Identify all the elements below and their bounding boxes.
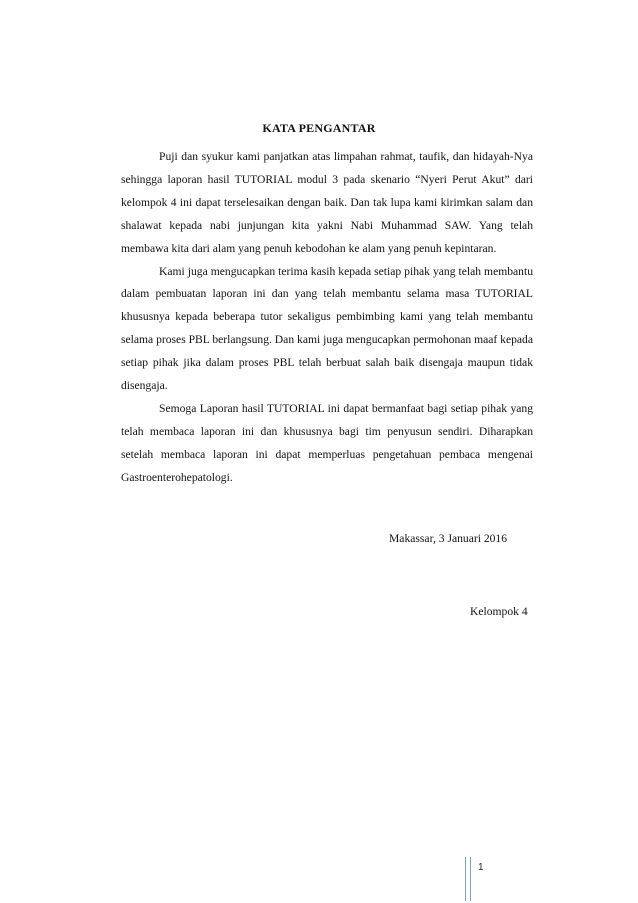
body-text xyxy=(121,146,533,490)
paragraph-1: Puji dan syukur kami panjatkan atas limpahan rahmat, taufik, dan hidayah-Nya sehingga laporan hasil TUTORIAL modul 3 pada skenario “Nyeri Perut Akut” dari kelompok 4 ini dapat terselesaikan dengan baik. Dan tak lupa kami kirimkan salam dan shalawat kepada nabi junjungan kita yakni Nabi Muhammad SAW. Yang telah membawa kita dari alam yang penuh kebodohan ke alam yang penuh kepintaran. xyxy=(121,150,533,255)
signature-group: Kelompok 4 xyxy=(470,605,528,618)
page-number-divider xyxy=(465,857,471,901)
paragraph-2: Kami juga mengucapkan terima kasih kepada setiap pihak yang telah membantu dalam pembuatan laporan ini dan yang telah membantu selama masa TUTORIAL khususnya kepada beberapa tutor sekaligus pembimbing kami yang telah membantu selama proses PBL berlangsung. Dan kami juga mengucapkan permohonan maaf kepada setiap pihak jika dalam proses PBL telah berbuat salah baik disengaja maupun tidak disengaja. xyxy=(121,264,533,393)
place-and-date: Makassar, 3 Januari 2016 xyxy=(389,532,508,545)
paragraph-3: Semoga Laporan hasil TUTORIAL ini dapat bermanfaat bagi setiap pihak yang telah membaca laporan ini dan khususnya bagi tim penyusun sendiri. Diharapkan setelah membaca laporan ini dapat memperluas pengetahuan pembaca mengenai Gastroenterohepatologi. xyxy=(121,401,533,484)
page-number: 1 xyxy=(478,862,484,873)
page-title: KATA PENGANTAR xyxy=(262,121,376,135)
